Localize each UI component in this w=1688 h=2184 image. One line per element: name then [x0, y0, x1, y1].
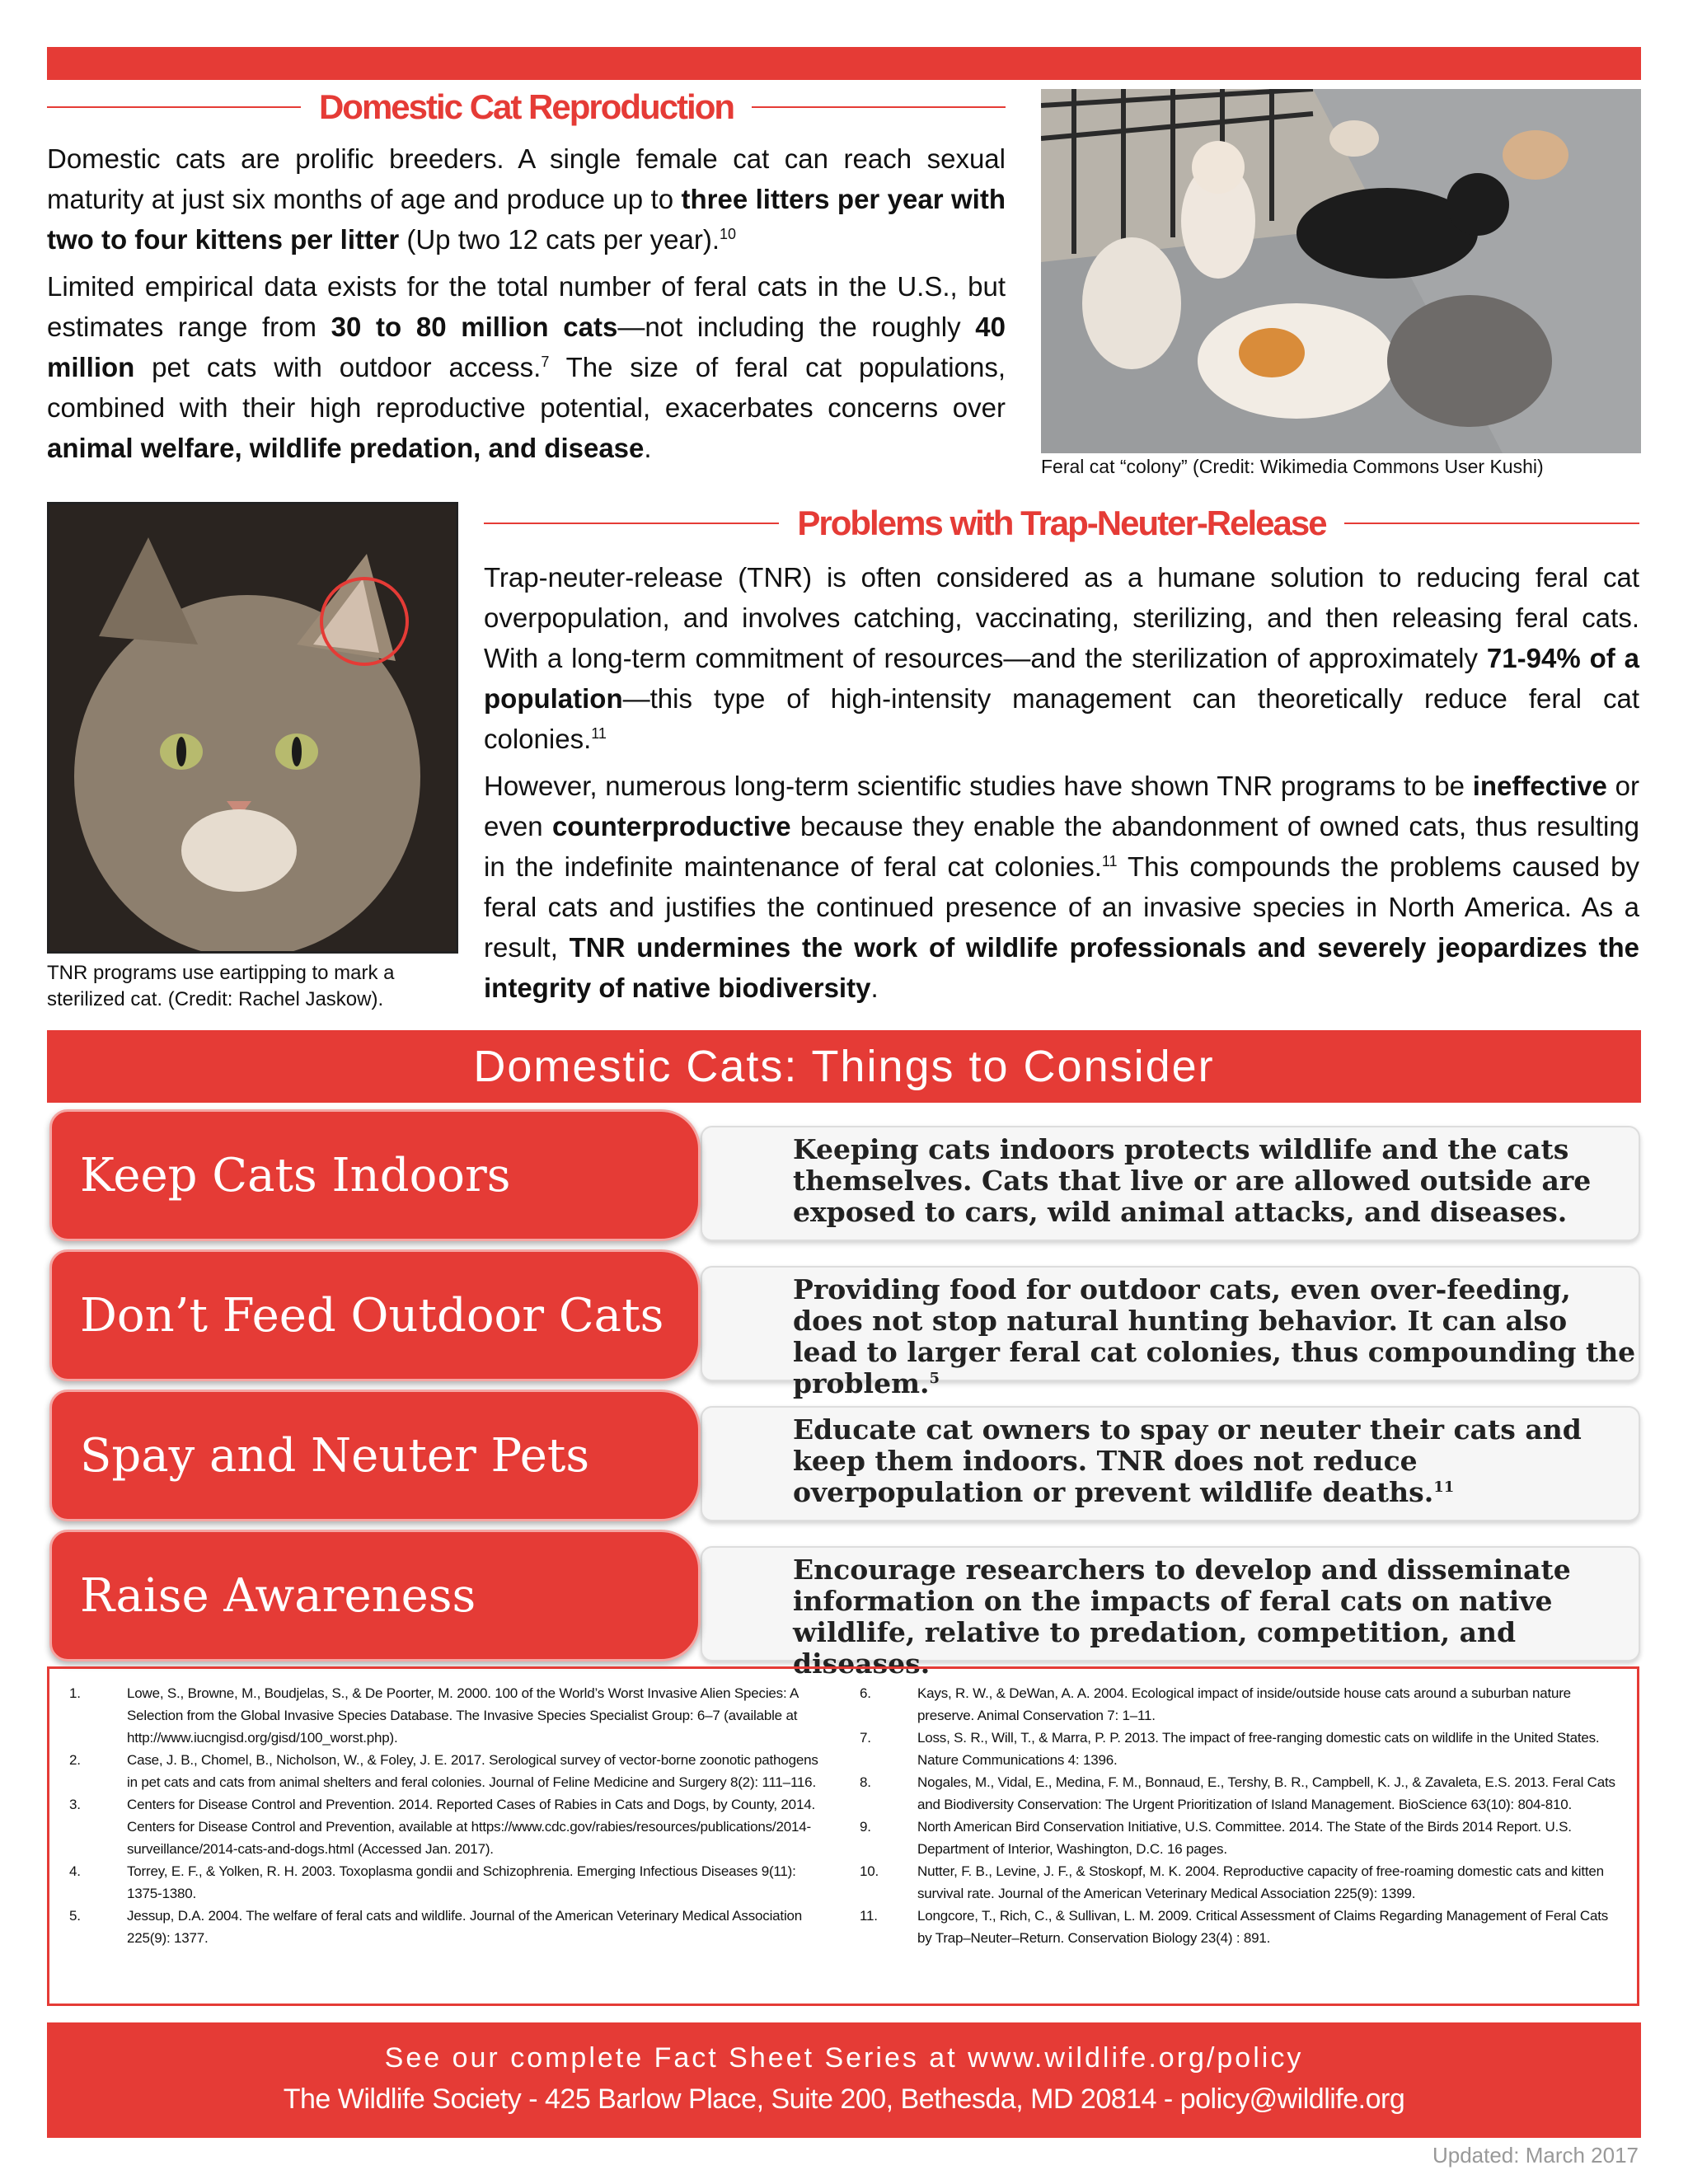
- header-rule-right: [752, 106, 1006, 108]
- consider-item-dont-feed: [49, 1249, 1640, 1399]
- consider-description: Keeping cats indoors protects wildlife and the cats themselves. Cats that live or are allowed outside are exposed to cars, wild animal attacks, and diseases.: [701, 1126, 1640, 1241]
- reproduction-paragraph-1: Domestic cats are prolific breeders. A single female cat can reach sexual maturity at just six months of age and produce up to three litters per year with two to four kittens per litter (Up two 12 cats per year).$^{10}$: [47, 143, 1006, 255]
- references-right-column: [860, 1682, 1617, 2004]
- references-box: [47, 1666, 1639, 2006]
- reference-item: 6. Kays, R. W., & DeWan, A. A. 2004. Ecological impact of inside/outside house cats around a suburban nature preserve. Animal Conservation 7: 1–11.: [860, 1685, 1571, 1723]
- reference-item: 8. Nogales, M., Vidal, E., Medina, F. M., Bonnaud, E., Tershy, B. R., Campbell, K. J., & Zavaleta, E.S. 2013. Feral Cats and Biodiversity Conservation: The Urgent Prioritization of Island Management. BioScience 63(10): 804-810.: [860, 1774, 1615, 1812]
- consider-label: Keep Cats Indoors: [49, 1109, 701, 1241]
- consider-label: Raise Awareness: [49, 1530, 701, 1661]
- eartipped-cat-photo: [47, 502, 458, 954]
- footer: [47, 2022, 1641, 2138]
- header-rule-left: [47, 106, 301, 108]
- reproduction-header: [47, 87, 1006, 127]
- tnr-body: [484, 557, 1639, 1008]
- eartip-photo-caption: TNR programs use eartipping to mark a sterilized cat. (Credit: Rachel Jaskow).: [47, 962, 395, 1010]
- reference-item: 3. Centers for Disease Control and Prevention. 2014. Reported Cases of Rabies in Cats and Dogs, by County, 2014. Centers for Disease Control and Prevention, available at https://www.cdc.gov/rabies/resources/publications/2014-surveillance/2014-cats-and-dogs.html (Accessed Jan. 2017).: [69, 1797, 815, 1857]
- reproduction-body: [47, 138, 1006, 468]
- reproduction-title: Domestic Cat Reproduction: [318, 87, 734, 126]
- consider-item-spay-neuter: [49, 1390, 1640, 1521]
- tnr-title: Problems with Trap-Neuter-Release: [797, 504, 1326, 542]
- header-rule-right: [1344, 523, 1639, 524]
- eartipped-cat-image: [49, 504, 456, 951]
- references-left-column: [69, 1682, 827, 2004]
- reference-item: 10. Nutter, F. B., Levine, J. F., & Stoskopf, M. K. 2004. Reproductive capacity of free-roaming domestic cats and kitten survival rate. Journal of the American Veterinary Medical Association 225(9): 1399.: [860, 1863, 1604, 1901]
- header-rule-left: [484, 523, 779, 524]
- fact-sheet-link[interactable]: See our complete Fact Sheet Series at www.wildlife.org/policy: [384, 2042, 1304, 2074]
- consider-label: Spay and Neuter Pets: [49, 1390, 701, 1521]
- reproduction-paragraph-2: Limited empirical data exists for the total number of feral cats in the U.S., but estimates range from 30 to 80 million cats—not including the roughly 40 million pet cats with outdoor access.$^7$ The size of feral cat populations, combined with their high reproductive potential, exacerbates concerns over animal welfare, wildlife predation, and disease.: [47, 271, 1006, 463]
- consider-title: Domestic Cats: Things to Consider: [47, 1030, 1641, 1103]
- tnr-paragraph-2: However, numerous long-term scientific studies have shown TNR programs to be ineffective or even counterproductive because they enable the abandonment of owned cats, thus resulting in the indefinite maintenance of feral cat colonies.$^{11}$ This compounds the problems caused by feral cats and justifies the continued presence of an invasive species in North America. As a result, TNR undermines the work of wildlife professionals and severely jeopardizes the integrity of native biodiversity.: [484, 771, 1640, 1003]
- reference-item: 2. Case, J. B., Chomel, B., Nicholson, W., & Foley, J. E. 2017. Serological survey of vector-borne zoonotic pathogens in pet cats and cats from animal shelters and feral colonies. Journal of Feline Medicine and Surgery 8(2): 111–116.: [69, 1752, 818, 1790]
- top-banner: [47, 47, 1641, 80]
- feral-cat-colony-image: [1041, 89, 1641, 453]
- reference-item: 5. Jessup, D.A. 2004. The welfare of feral cats and wildlife. Journal of the American Veterinary Medical Association 225(9): 1377.: [69, 1908, 803, 1946]
- feral-cat-colony-photo: [1041, 89, 1641, 453]
- feral-photo-caption: Feral cat “colony” (Credit: Wikimedia Commons User Kushi): [1041, 456, 1544, 477]
- consider-description: Providing food for outdoor cats, even over-feeding, does not stop natural hunting behavior. It can also lead to larger feral cat colonies, thus compounding the problem.$^5$: [701, 1266, 1640, 1381]
- tnr-header: [484, 504, 1639, 543]
- tnr-paragraph-1: Trap-neuter-release (TNR) is often considered as a humane solution to reducing feral cat overpopulation, and involves catching, vaccinating, sterilizing, and then releasing feral cats. With a long-term commitment of resources—and the sterilization of approximately 71-94% of a population—this type of high-intensity management can theoretically reduce feral cat colonies.$^{11}$: [484, 562, 1639, 754]
- reference-item: 7. Loss, S. R., Will, T., & Marra, P. P. 2013. The impact of free-ranging domestic cats on wildlife in the United States. Nature Communications 4: 1396.: [860, 1730, 1600, 1768]
- reference-item: 11. Longcore, T., Rich, C., & Sullivan, L. M. 2009. Critical Assessment of Claims Regarding Management of Feral Cats by Trap–Neuter–Return. Conservation Biology 23(4) : 891.: [860, 1908, 1609, 1946]
- reference-item: 4. Torrey, E. F., & Yolken, R. H. 2003. Toxoplasma gondii and Schizophrenia. Emerging Infectious Diseases 9(11): 1375-1380.: [69, 1863, 796, 1901]
- updated-date: Updated: March 2017: [1432, 2143, 1639, 2168]
- contact-info: The Wildlife Society - 425 Barlow Place, Suite 200, Bethesda, MD 20814 - policy@wildlife.org: [283, 2083, 1405, 2115]
- consider-description: Encourage researchers to develop and disseminate information on the impacts of feral cats on native wildlife, relative to predation, competition, and diseases.: [701, 1546, 1640, 1661]
- consider-item-raise-awareness: [49, 1530, 1640, 1680]
- consider-item-keep-indoors: [49, 1109, 1640, 1241]
- consider-label: Don’t Feed Outdoor Cats: [49, 1249, 701, 1381]
- reference-item: 1. Lowe, S., Browne, M., Boudjelas, S., & De Poorter, M. 2000. 100 of the World’s Worst Invasive Alien Species: A Selection from the Global Invasive Species Database. The Invasive Species Specialist Group: 6–7 (available at http://www.iucngisd.org/gisd/100_worst.php).: [69, 1685, 799, 1746]
- reference-item: 9. North American Bird Conservation Initiative, U.S. Committee. 2014. The State of the Birds 2014 Report. U.S. Department of Interior, Washington, D.C. 16 pages.: [860, 1819, 1572, 1857]
- consider-description: Educate cat owners to spay or neuter their cats and keep them indoors. TNR does not reduce overpopulation or prevent wildlife deaths.$^{11}$: [701, 1406, 1640, 1521]
